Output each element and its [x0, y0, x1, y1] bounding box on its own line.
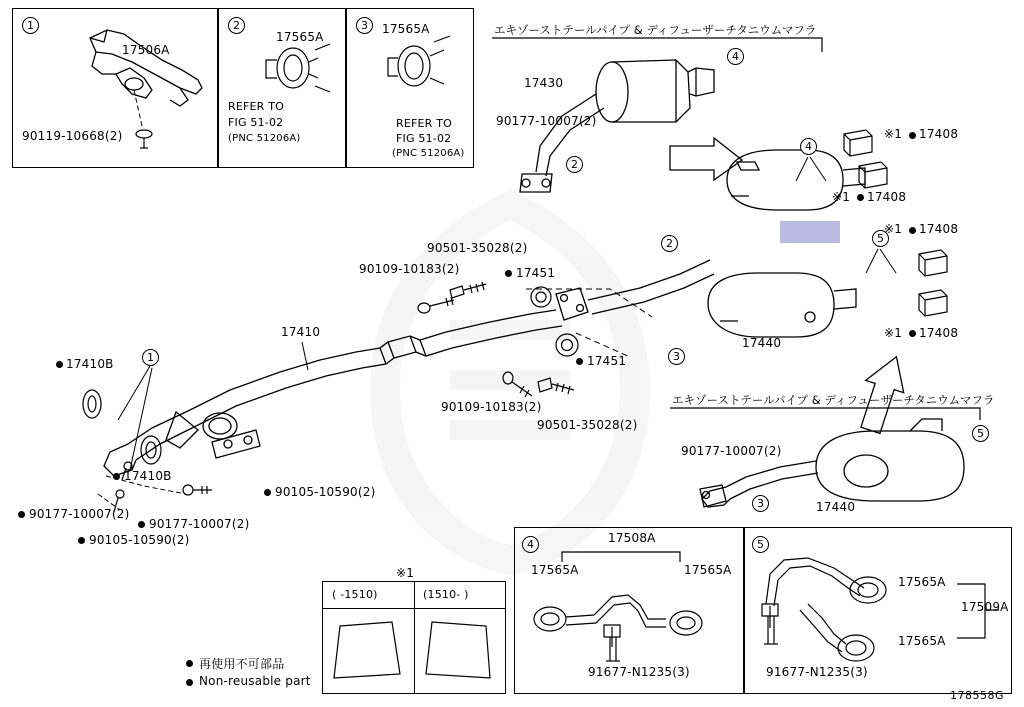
nonreusable-dot-17408-a — [909, 132, 916, 139]
part-17430-label: 17430 — [524, 76, 564, 90]
callout-ref-4-upper: 4 — [800, 138, 817, 155]
legend-en: Non-reusable part — [199, 674, 311, 688]
refer-pnc-label-3: (PNC 51206A) — [392, 148, 465, 159]
nonreusable-dot-90105-10590-right — [264, 489, 271, 496]
note1-shape-right — [424, 618, 504, 688]
bolt-90177-10007-top-label: 90177-10007(2) — [496, 114, 597, 128]
nonreusable-dot-17408-d — [909, 330, 916, 337]
bolt-90109-10183-upper-label: 90109-10183(2) — [359, 262, 460, 276]
legend-dot-en — [186, 679, 193, 686]
note1-shape-left — [330, 618, 410, 688]
mark-note1-17408-b: ※1 — [832, 190, 851, 204]
part-17410-label: 17410 — [281, 325, 321, 339]
part-17508a-label: 17508A — [608, 531, 656, 545]
nonreusable-dot-17410B-left — [56, 361, 63, 368]
callout-ref-1-main: 1 — [142, 349, 159, 366]
callout-marker-2: 2 — [228, 17, 245, 34]
bolt-91677-N1235-label-4: 91677-N1235(3) — [588, 665, 690, 679]
part-17440-upper-label: 17440 — [742, 336, 782, 350]
title-tail-pipe-top: エキゾーストテールパイプ & ディフューザーチタニウムマフラ — [494, 23, 817, 37]
title-tail-pipe-bottom: エキゾーストテールパイプ & ディフューザーチタニウムマフラ — [672, 393, 995, 407]
bolt-90119-10668-label: 90119-10668(2) — [22, 129, 123, 143]
bolt-90109-10183-upper-drawing — [410, 288, 470, 328]
note1-table-mark: ※1 — [396, 566, 415, 580]
refer-to-label-2: REFER TO — [228, 100, 284, 113]
refer-to-label-3: REFER TO — [396, 117, 452, 130]
figure-code: 178558G — [950, 689, 1005, 702]
bolt-90105-10590-left-label: 90105-10590(2) — [89, 533, 190, 547]
callout-ref-3-main: 3 — [668, 348, 685, 365]
callout-marker-3: 3 — [356, 17, 373, 34]
callout-5-bracket-line — [955, 580, 1024, 660]
refer-fig-label-2: FIG 51-02 — [228, 116, 284, 129]
bracket-17506a-drawing — [12, 8, 218, 168]
callout-marker-4: 4 — [522, 536, 539, 553]
bolt-90109-10183-lower-label: 90109-10183(2) — [441, 400, 542, 414]
bolt-90501-35028-lower-label: 90501-35028(2) — [537, 418, 638, 432]
nonreusable-dot-90177-10007-left — [18, 511, 25, 518]
part-17440-lower-label: 17440 — [816, 500, 856, 514]
part-17408-c-label: 17408 — [919, 222, 959, 236]
callout-ref-5-lower: 5 — [972, 425, 989, 442]
refer-fig-label-3: FIG 51-02 — [396, 132, 452, 145]
part-17408-d-label: 17408 — [919, 326, 959, 340]
callout-ref-5-upper: 5 — [872, 230, 889, 247]
part-17410B-lower-label: 17410B — [124, 469, 172, 483]
nonreusable-dot-17408-c — [909, 227, 916, 234]
part-17565a-label-2: 17565A — [276, 30, 324, 44]
bolt-90177-10007-bottom-right-label: 90177-10007(2) — [681, 444, 782, 458]
part-17565a-left-label-4: 17565A — [531, 563, 579, 577]
callout-ref-3-lower: 3 — [752, 495, 769, 512]
part-17408-b-label: 17408 — [867, 190, 907, 204]
callout-ref-2-top: 2 — [566, 156, 583, 173]
refer-pnc-label-2: (PNC 51206A) — [228, 133, 301, 144]
bolt-90177-10007-center-label: 90177-10007(2) — [149, 517, 250, 531]
note1-table-divider-h — [322, 608, 506, 609]
part-17408-a-label: 17408 — [919, 127, 959, 141]
bolt-90105-10590-right-label: 90105-10590(2) — [275, 485, 376, 499]
mark-note1-17408-a: ※1 — [884, 127, 903, 141]
part-17408-a-drawing — [840, 126, 880, 162]
part-17451-lower-label: 17451 — [587, 354, 627, 368]
callout-5-leader — [860, 247, 920, 287]
part-17410-leader — [298, 340, 338, 380]
callout-marker-5: 5 — [752, 536, 769, 553]
bolt-90177-10007-left-label: 90177-10007(2) — [29, 507, 130, 521]
bolt-90501-35028-upper-label: 90501-35028(2) — [427, 241, 528, 255]
legend-dot-jp — [186, 660, 193, 667]
part-17565a-right-label-4: 17565A — [684, 563, 732, 577]
mark-note1-17408-d: ※1 — [884, 326, 903, 340]
part-17506a-label: 17506A — [122, 43, 170, 57]
nonreusable-dot-90177-10007-center — [138, 521, 145, 528]
part-17509a-label: 17509A — [961, 600, 1009, 614]
callout-ref-4-top: 4 — [727, 48, 744, 65]
note1-table-divider-v — [414, 581, 415, 694]
callout-marker-1: 1 — [22, 17, 39, 34]
bolt-91677-N1235-label-5: 91677-N1235(3) — [766, 665, 868, 679]
part-17451-upper-label: 17451 — [516, 266, 556, 280]
part-17408-b-drawing — [855, 158, 895, 194]
nonreusable-dot-17408-b — [857, 194, 864, 201]
part-17408-d-drawing — [915, 286, 955, 322]
callout-ref-2-main: 2 — [661, 235, 678, 252]
part-17565a-top-label-5: 17565A — [898, 575, 946, 589]
part-17410B-left-drawing — [76, 386, 116, 422]
part-17565a-bottom-label-5: 17565A — [898, 634, 946, 648]
part-17410B-left-label: 17410B — [66, 357, 114, 371]
legend-jp: 再使用不可部品 — [199, 657, 285, 671]
selection-highlight — [780, 221, 840, 243]
part-17565a-label-3: 17565A — [382, 22, 430, 36]
mark-note1-17408-c: ※1 — [884, 222, 903, 236]
note1-header-left: ( -1510) — [332, 588, 378, 601]
part-17408-c-drawing — [915, 246, 955, 282]
callout-4-bracket-line — [560, 548, 690, 568]
dashed-leaders-center — [490, 265, 690, 385]
nonreusable-dot-90105-10590-left — [78, 537, 85, 544]
note1-header-right: (1510- ) — [423, 588, 469, 601]
